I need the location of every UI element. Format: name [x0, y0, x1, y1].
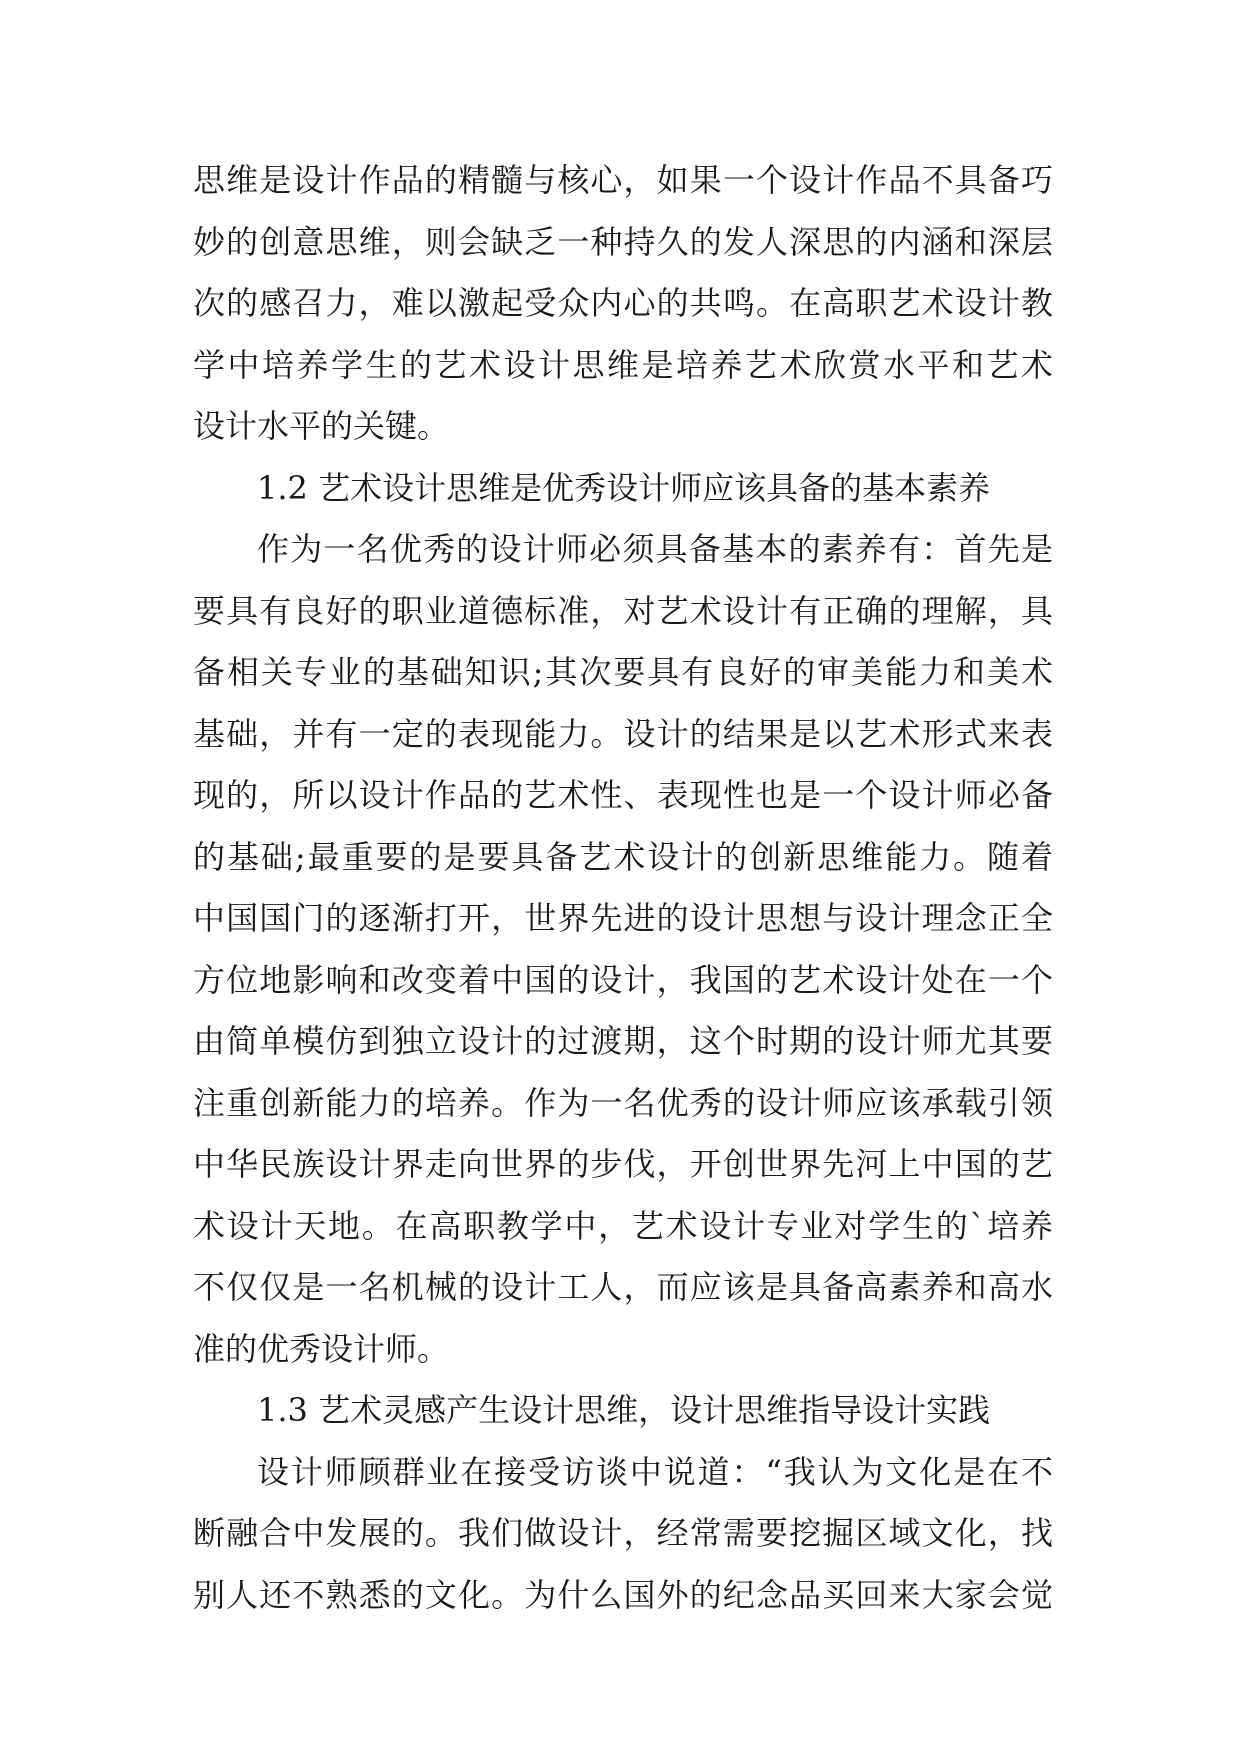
- text-line: 要具有良好的职业道德标准，对艺术设计有正确的理解，具: [193, 591, 1053, 630]
- text-line: 设计水平的关键。: [193, 407, 450, 445]
- text-line: 中华民族设计界走向世界的步伐，开创世界先河上中国的艺: [193, 1145, 1053, 1183]
- section-heading: 1.2 艺术设计思维是优秀设计师应该具备的基本素养: [257, 468, 991, 507]
- text-line: 备相关专业的基础知识;其次要具有良好的审美能力和美术: [193, 653, 1053, 691]
- text-line: 中国国门的逐渐打开，世界先进的设计思想与设计理念正全: [193, 899, 1053, 937]
- text-line: 由简单模仿到独立设计的过渡期，这个时期的设计师尤其要: [193, 1022, 1053, 1060]
- body-text: [193, 150, 1053, 1626]
- text-line: 方位地影响和改变着中国的设计，我国的艺术设计处在一个: [193, 960, 1053, 999]
- text-line: 不仅仅是一名机械的设计工人，而应该是具备高素养和高水: [193, 1268, 1053, 1306]
- text-line: 的基础;最重要的是要具备艺术设计的创新思维能力。随着: [193, 837, 1053, 876]
- text-line: 准的优秀设计师。: [193, 1329, 450, 1368]
- text-line: 现的，所以设计作品的艺术性、表现性也是一个设计师必备: [193, 776, 1053, 814]
- text-line: 学中培养学生的艺术设计思维是培养艺术欣赏水平和艺术: [193, 345, 1053, 384]
- text-line: 思维是设计作品的精髓与核心，如果一个设计作品不具备巧: [193, 161, 1053, 199]
- text-line: 术设计天地。在高职教学中，艺术设计专业对学生的`培养: [193, 1206, 1053, 1245]
- text-line: 设计师顾群业在接受访谈中说道：“我认为文化是在不: [257, 1452, 1053, 1491]
- text-line: 断融合中发展的。我们做设计，经常需要挖掘区域文化，找: [193, 1514, 1053, 1552]
- text-line: 注重创新能力的培养。作为一名优秀的设计师应该承载引领: [193, 1083, 1053, 1122]
- text-line: 妙的创意思维，则会缺乏一种持久的发人深思的内涵和深层: [193, 222, 1053, 261]
- section-heading: 1.3 艺术灵感产生设计思维，设计思维指导设计实践: [257, 1391, 991, 1429]
- text-line: 别人还不熟悉的文化。为什么国外的纪念品买回来大家会觉: [193, 1575, 1053, 1614]
- text-line: 次的感召力，难以激起受众内心的共鸣。在高职艺术设计教: [193, 284, 1053, 322]
- text-line: 基础，并有一定的表现能力。设计的结果是以艺术形式来表: [193, 714, 1053, 753]
- text-line: 作为一名优秀的设计师必须具备基本的素养有：首先是: [257, 530, 1053, 568]
